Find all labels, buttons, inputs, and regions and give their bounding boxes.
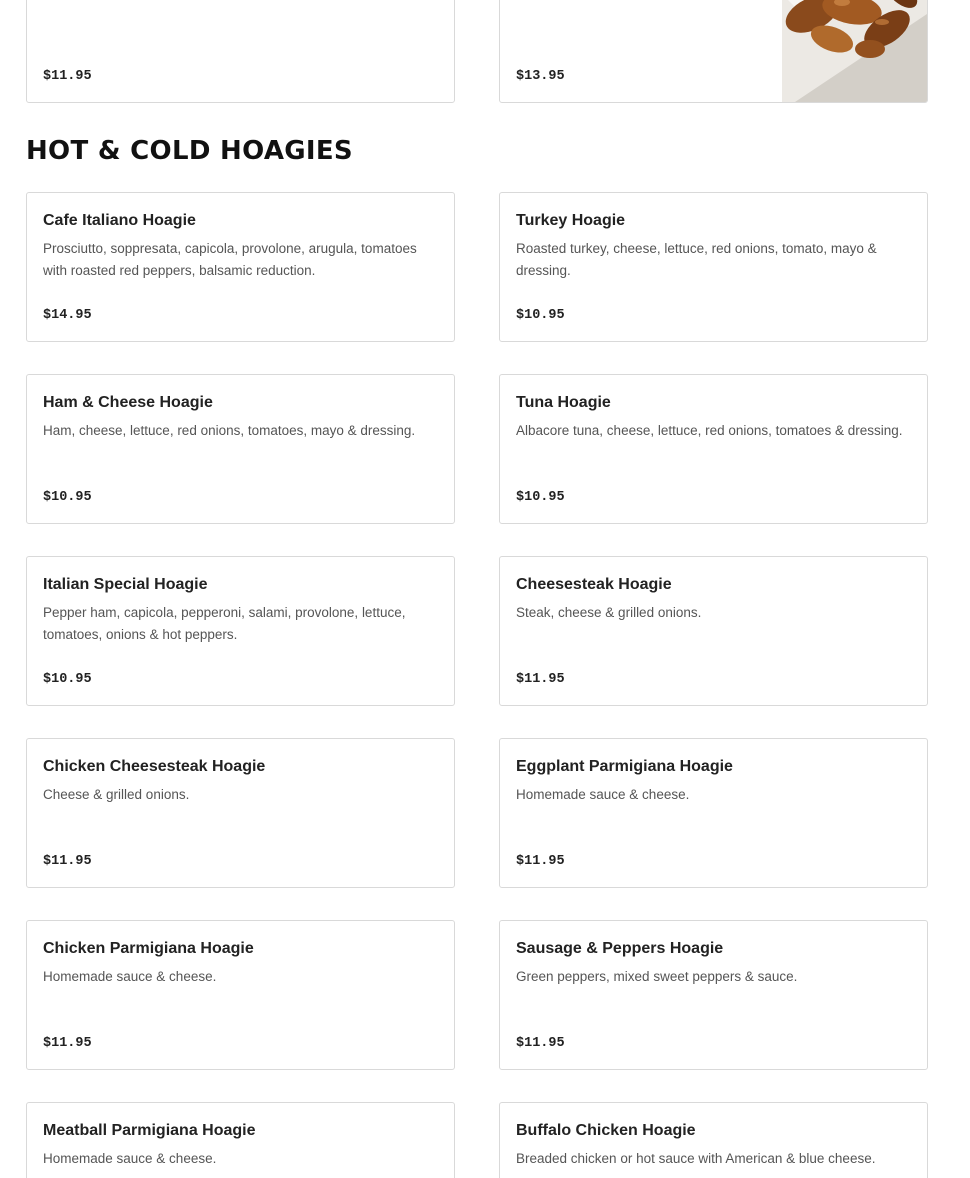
menu-item-card[interactable]: [26, 192, 455, 342]
menu-item-card[interactable]: [499, 920, 928, 1070]
item-price: $10.95: [43, 672, 92, 687]
item-description: Pepper ham, capicola, pepperoni, salami, provolone, lettuce, tomatoes, onions & hot peppers.: [43, 605, 406, 642]
item-price: $11.95: [516, 1036, 565, 1051]
item-description: Albacore tuna, cheese, lettuce, red onions, tomatoes & dressing.: [516, 423, 903, 438]
item-name: Cafe Italiano Hoagie: [43, 212, 196, 229]
item-name: Chicken Cheesesteak Hoagie: [43, 758, 266, 775]
item-price: $14.95: [43, 308, 92, 323]
item-description: Homemade sauce & cheese.: [43, 1151, 217, 1166]
menu-item-card[interactable]: [26, 738, 455, 888]
chicken-wings-photo: [782, 0, 927, 102]
item-price: $11.95: [43, 1036, 92, 1051]
item-name: Italian Special Hoagie: [43, 576, 208, 593]
section-title: HOT & COLD HOAGIES: [26, 136, 353, 166]
item-name: Cheesesteak Hoagie: [516, 576, 672, 593]
item-name: Sausage & Peppers Hoagie: [516, 940, 724, 957]
menu-item-card[interactable]: [499, 374, 928, 524]
item-price: $10.95: [516, 490, 565, 505]
item-description: Green peppers, mixed sweet peppers & sauce.: [516, 969, 798, 984]
item-description: Breaded chicken or hot sauce with American & blue cheese.: [516, 1151, 876, 1166]
item-price: $11.95: [516, 854, 565, 869]
menu-item-card[interactable]: [26, 556, 455, 706]
menu-item-card[interactable]: [499, 192, 928, 342]
item-name: Buffalo Chicken Hoagie: [516, 1122, 696, 1139]
item-price: $11.95: [43, 69, 92, 84]
item-name: Tuna Hoagie: [516, 394, 611, 411]
menu-item-card[interactable]: [26, 0, 455, 103]
item-price: $10.95: [43, 490, 92, 505]
item-name: Ham & Cheese Hoagie: [43, 394, 213, 411]
item-name: Meatball Parmigiana Hoagie: [43, 1122, 256, 1139]
item-description: Cheese & grilled onions.: [43, 787, 190, 802]
item-description: Steak, cheese & grilled onions.: [516, 605, 702, 620]
menu-item-card[interactable]: [26, 920, 455, 1070]
item-description: Homemade sauce & cheese.: [43, 969, 217, 984]
item-description: Homemade sauce & cheese.: [516, 787, 690, 802]
item-description: Prosciutto, soppresata, capicola, provolone, arugula, tomatoes with roasted red peppers, balsamic reduction.: [43, 241, 417, 278]
menu-item-card[interactable]: [26, 374, 455, 524]
item-price: $13.95: [516, 69, 565, 84]
item-description: Roasted turkey, cheese, lettuce, red onions, tomato, mayo & dressing.: [516, 241, 877, 278]
item-name: Turkey Hoagie: [516, 212, 626, 229]
item-price: $10.95: [516, 308, 565, 323]
menu-item-card[interactable]: [499, 0, 928, 103]
item-name: Eggplant Parmigiana Hoagie: [516, 758, 733, 775]
item-price: $11.95: [516, 672, 565, 687]
item-description: Ham, cheese, lettuce, red onions, tomatoes, mayo & dressing.: [43, 423, 416, 438]
menu-item-card[interactable]: [499, 556, 928, 706]
item-price: $11.95: [43, 854, 92, 869]
item-name: Chicken Parmigiana Hoagie: [43, 940, 254, 957]
menu-item-card[interactable]: [26, 1102, 455, 1178]
menu-item-card[interactable]: [499, 1102, 928, 1178]
menu-item-card[interactable]: [499, 738, 928, 888]
